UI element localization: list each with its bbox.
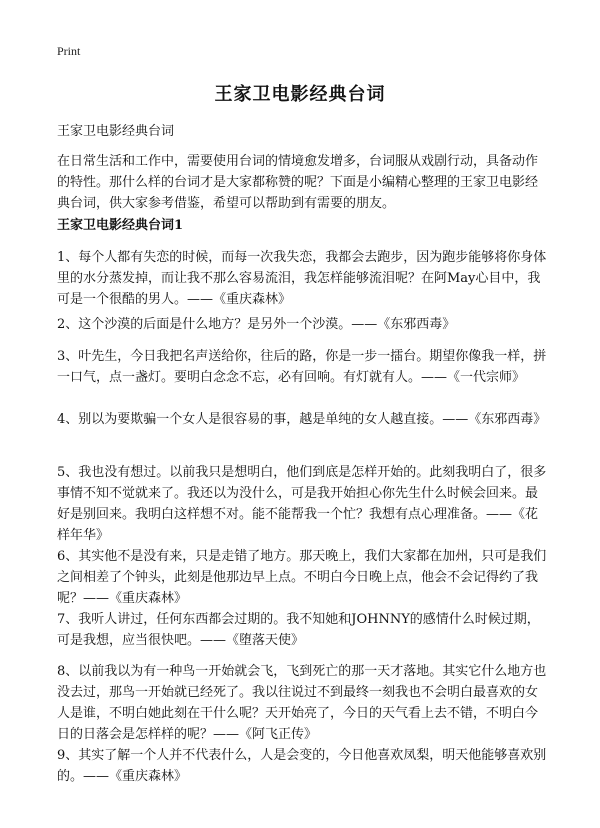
section-heading: 王家卫电影经典台词1 [57,218,184,233]
quote-paragraph: 1、每个人都有失恋的时候，而每一次我失恋，我都会去跑步，因为跑步能够将你身体里的水分蒸发掉，而让我不那么容易流泪，我怎样能够流泪呢？在阿May心目中，我可是一个很酷的男人。——《重庆森林》 [57,250,547,307]
quote-paragraph: 3、叶先生，今日我把名声送给你，往后的路，你是一步一擂台。期望你像我一样，拼一口气，点一盏灯。要明白念念不忘，必有回响。有灯就有人。——《一代宗师》 [57,349,547,385]
quote-paragraph: 6、其实他不是没有来，只是走错了地方。那天晚上，我们大家都在加州，只可是我们之间相差了个钟头，此刻是他那边早上点。不明白今日晚上点，他会不会记得约了我呢？——《重庆森林》 [57,549,547,606]
quote-paragraph: 4、别以为要欺骗一个女人是很容易的事，越是单纯的女人越直接。——《东邪西毒》 [57,412,547,427]
quote-paragraph: 9、其实了解一个人并不代表什么，人是会变的，今日他喜欢凤梨，明天他能够喜欢别的。——《重庆森林》 [57,748,547,784]
intro-paragraph: 在日常生活和工作中，需要使用台词的情境愈发增多，台词服从戏剧行动，具备动作的特性。那什么样的台词才是大家都称赞的呢？下面是小编精心整理的王家卫电影经典台词，供大家参考借鉴，希望可以帮助到有需要的朋友。 [57,154,539,211]
page-title: 王家卫电影经典台词 [214,84,386,105]
print-label: Print [57,44,81,58]
quote-paragraph: 5、我也没有想过。以前我只是想明白，他们到底是怎样开始的。此刻我明白了，很多事情不知不觉就来了。我还以为没什么，可是我开始担心你先生什么时候会回来。最好是别回来。我明白这样想不对。能不能帮我一个忙？我想有点心理准备。——《花样年华》 [57,465,547,543]
quote-paragraph: 8、以前我以为有一种鸟一开始就会飞，飞到死亡的那一天才落地。其实它什么地方也没去过，那鸟一开始就已经死了。我以往说过不到最终一刻我也不会明白最喜欢的女人是谁，不明白她此刻在干什么呢？天开始亮了，今日的天气看上去不错，不明白今日的日落会是怎样样的呢？——《阿飞正传》 [57,664,547,742]
quote-paragraph: 2、这个沙漠的后面是什么地方？是另外一个沙漠。——《东邪西毒》 [57,317,456,332]
subtitle: 王家卫电影经典台词 [57,124,175,139]
quote-paragraph: 7、我听人讲过，任何东西都会过期的。我不知她和JOHNNY的感情什么时候过期，可是我想，应当很快吧。——《堕落天使》 [57,612,540,648]
